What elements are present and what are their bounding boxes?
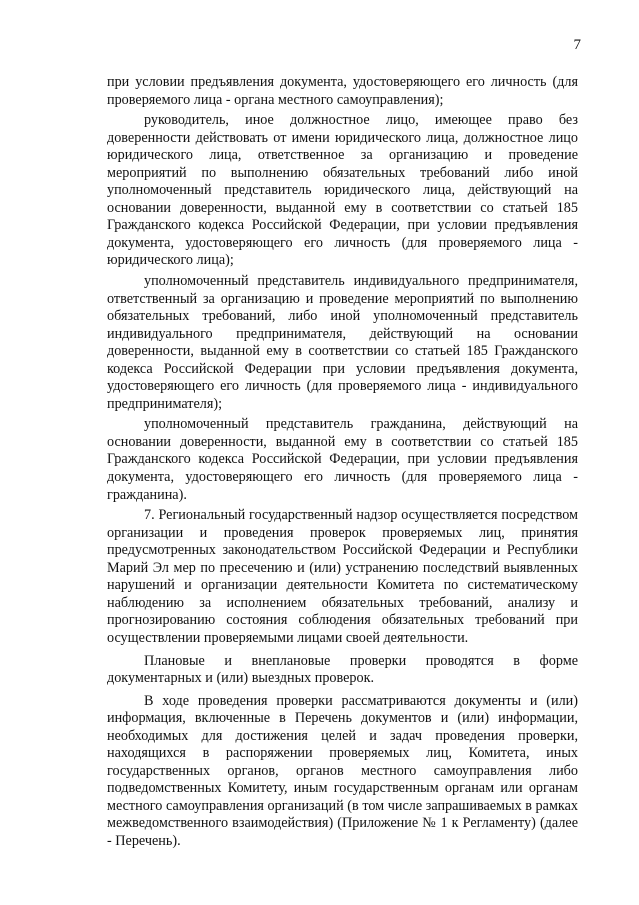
paragraph-section-7: 7. Региональный государственный надзор осуществляется посредством организации и проведения проверок проверяемых лиц, принятия предусмотренных законодательством Российской Федерации и Республики Марий Эл мер по пресечению и (или) устранению последствий выявленных нарушений и организации деятельности Комитета по систематическому наблюдению за исполнением обязательных требований, анализу и прогнозированию состояния соблюдения обязательных требований при осуществлении проверяемыми лицами своей деятельности. [107, 507, 578, 646]
document-body [107, 74, 578, 851]
page-number: 7 [573, 37, 581, 53]
paragraph-documents-list: В ходе проведения проверки рассматриваются документы и (или) информация, включенные в Перечень документов и (или) информации, необходимых для достижения целей и задач проведения проверки, находящихся в распоряжении проверяемых лиц, Комитета, иных государственных органов, органов местного самоуправления либо подведомственных Комитету, иным государственным органам или органам местного самоуправления организаций (в том числе запрашиваемых в рамках межведомственного взаимодействия) (Приложение № 1 к Регламенту) (далее - Перечень). [107, 692, 578, 849]
paragraph-inspection-forms: Плановые и внеплановые проверки проводятся в форме документарных и (или) выездных проверок. [107, 652, 578, 687]
paragraph-continuation: при условии предъявления документа, удостоверяющего его личность (для проверяемого лица - органа местного самоуправления); [107, 74, 578, 108]
paragraph-citizen-representative: уполномоченный представитель гражданина, действующий на основании доверенности, выданной ему в соответствии со статьей 185 Гражданского кодекса Российской Федерации, при условии предъявления документа, удостоверяющего его личность (для проверяемого лица - гражданина). [107, 416, 578, 503]
paragraph-legal-entity-representative: руководитель, иное должностное лицо, имеющее право без доверенности действовать от имени юридического лица, должностное лицо юридического лица, ответственное за организацию и проведение мероприятий по выполнению обязательных требований либо иной уполномоченный представитель юридического лица, действующий на основании доверенности, выданной ему в соответствии со статьей 185 Гражданского кодекса Российской Федерации, при условии предъявления документа, удостоверяющего его личность (для проверяемого лица - юридического лица); [107, 112, 578, 269]
paragraph-entrepreneur-representative: уполномоченный представитель индивидуального предпринимателя, ответственный за организацию и проведение мероприятий по выполнению обязательных требований, либо иной уполномоченный представитель индивидуального предпринимателя, действующий на основании доверенности, выданной ему в соответствии со статьей 185 Гражданского кодекса Российской Федерации при условии предъявления документа, удостоверяющего его личность (для проверяемого лица - индивидуального предпринимателя); [107, 273, 578, 412]
